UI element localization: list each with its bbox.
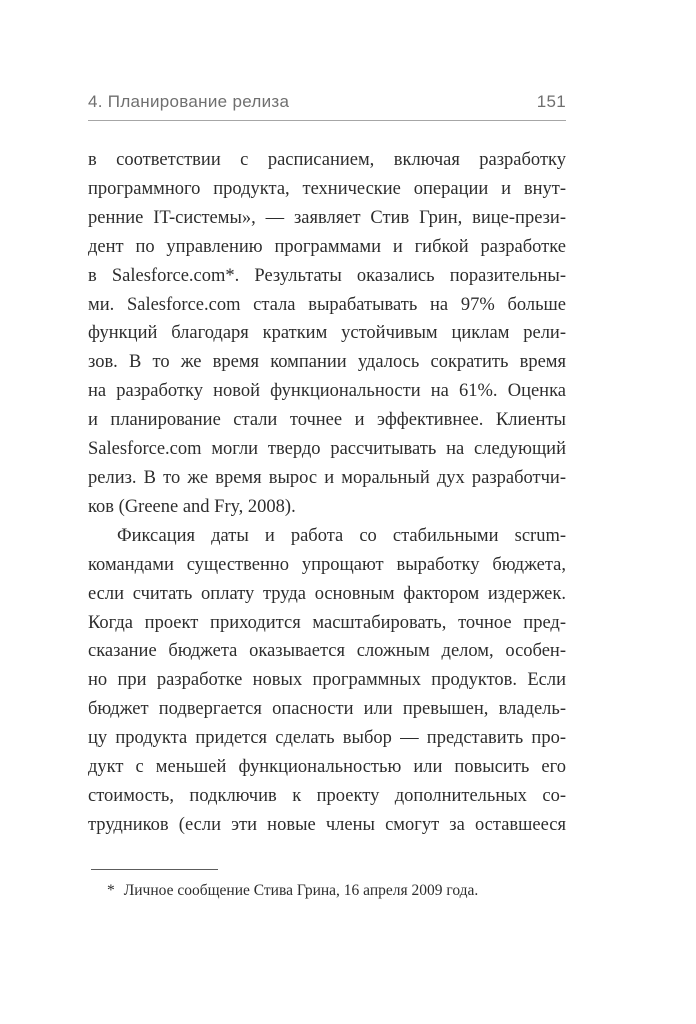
page-number: 151 [536,92,566,111]
text-line: сказание бюджета оказывается сложным делом, особен- [88,641,566,662]
text-line: ми. Salesforce.com стала вырабатывать на 97% больше [88,294,566,315]
text-line: и планирование стали точнее и эффективнее. Клиенты [88,410,566,431]
text-line: бюджет подвергается опасности или превышен, владель- [88,699,566,720]
text-line: стоимость, подключив к проекту дополнительных со- [88,785,566,806]
chapter-title: 4. Планирование релиза [88,92,290,111]
text-line: ренние IT-системы», — заявляет Стив Грин, вице-прези- [88,207,566,228]
text-line: ков (Greene and Fry, 2008). [88,496,296,517]
paragraph [88,522,566,840]
text-line: если считать оплату труда основным фактором издержек. [88,583,566,604]
text-line: дукт с меньшей функциональностью или повысить его [88,757,566,778]
text-line: дент по управлению программами и гибкой разработке [88,236,566,257]
text-line: Когда проект приходится масштабировать, точное пред- [88,612,566,633]
paragraph [88,146,566,522]
text-line: программного продукта, технические операции и внут- [88,178,566,199]
text-line: зов. В то же время компании удалось сократить время [88,352,566,373]
text-line: на разработку новой функциональности на 61%. Оценка [88,381,566,402]
footnote-separator [91,869,218,870]
text-line: Фиксация даты и работа со стабильными scrum- [117,525,566,546]
body-text [88,146,566,840]
text-line: в Salesforce.com*. Результаты оказались поразительны- [88,265,566,286]
text-line: в соответствии с расписанием, включая разработку [88,150,566,170]
footnote-marker: * [107,882,115,899]
text-line: но при разработке новых программных продуктов. Если [88,670,566,691]
footnote [88,880,566,902]
header-rule [88,120,566,121]
text-line: Salesforce.com могли твердо рассчитывать на следующий [88,439,566,460]
text-line: релиз. В то же время вырос и моральный дух разработчи- [88,467,566,488]
running-header [88,92,566,112]
text-line: командами существенно упрощают выработку бюджета, [88,554,566,575]
text-line: трудников (если эти новые члены смогут за оставшееся [88,814,566,835]
text-line: функций благодаря кратким устойчивым циклам рели- [88,323,566,344]
footnote-text: Личное сообщение Стива Грина, 16 апреля 2009 года. [123,882,479,899]
text-line: цу продукта придется сделать выбор — представить про- [88,728,566,749]
